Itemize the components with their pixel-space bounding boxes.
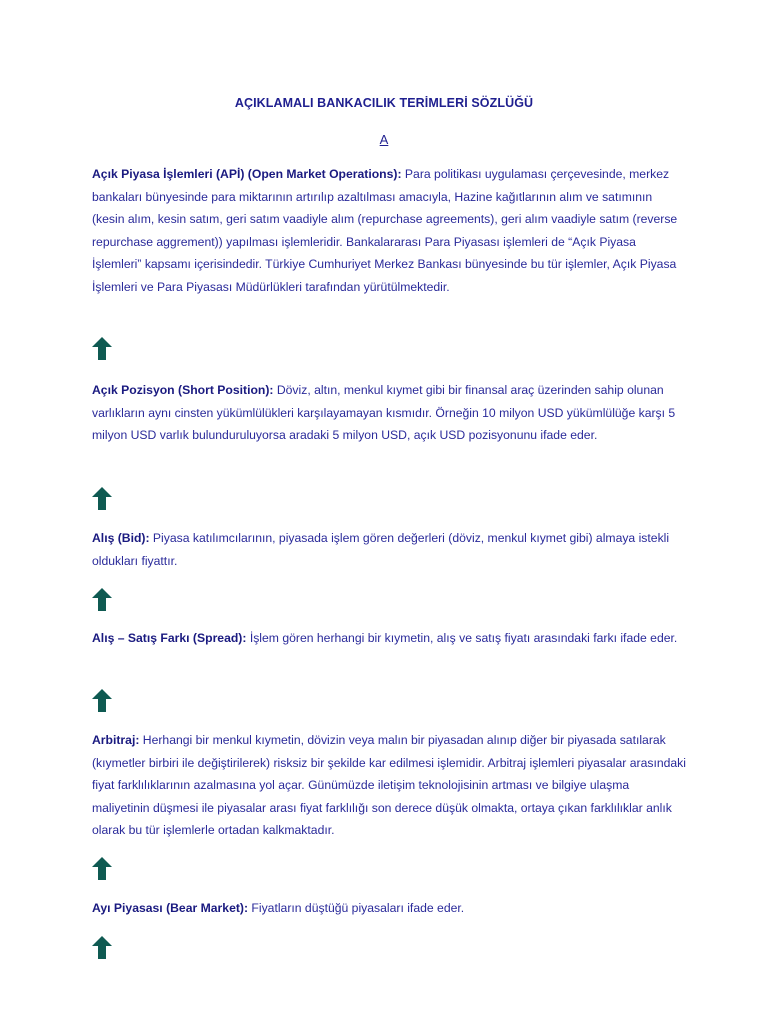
- section-letter: [0, 132, 768, 147]
- term-definition: Piyasa katılımcılarının, piyasada işlem gören değerleri (döviz, menkul kıymet gibi) almaya istekli oldukları fiyattır.: [92, 531, 670, 568]
- glossary-entry: [92, 163, 688, 298]
- back-to-top-up-arrow-icon[interactable]: [92, 588, 112, 611]
- glossary-entry: [92, 527, 688, 572]
- back-to-top-up-arrow-icon[interactable]: [92, 337, 112, 360]
- term-label: Alış – Satış Farkı (Spread):: [92, 631, 247, 645]
- term-definition: Herhangi bir menkul kıymetin, dövizin veya malın bir piyasadan alınıp diğer bir piyasada satılarak (kıymetler birbiri ile değiştirilerek) risksiz bir şekilde kar edilmesi işlemidir. Arbitraj işlemleri piyasalar arasındaki fiyat farklılıklarının azalmasına yol açar. Günümüzde iletişim teknolojisinin artması ve bilgiye ulaşma maliyetinin düşmesi ile piyasalar arası fiyat farklılığı son derece düşük olmakta, ortaya çıkan farklılıklar anlık olarak bu tür işlemlerle ortadan kalkmaktadır.: [92, 733, 686, 837]
- glossary-entry: [92, 379, 688, 447]
- term-label: Alış (Bid):: [92, 531, 150, 545]
- page-title: AÇIKLAMALI BANKACILIK TERİMLERİ SÖZLÜĞÜ: [234, 96, 534, 110]
- glossary-entry: [92, 897, 688, 920]
- term-label: Açık Piyasa İşlemleri (APİ) (Open Market Operations):: [92, 167, 402, 181]
- term-definition: İşlem gören herhangi bir kıymetin, alış ve satış fiyatı arasındaki farkı ifade eder.: [246, 631, 678, 645]
- term-label: Ayı Piyasası (Bear Market):: [92, 901, 249, 915]
- back-to-top-up-arrow-icon[interactable]: [92, 936, 112, 959]
- glossary-entry: [92, 627, 688, 650]
- term-label: Açık Pozisyon (Short Position):: [92, 383, 274, 397]
- back-to-top-up-arrow-icon[interactable]: [92, 487, 112, 510]
- back-to-top-up-arrow-icon[interactable]: [92, 689, 112, 712]
- section-letter-link[interactable]: A: [379, 132, 389, 147]
- glossary-entry: [92, 729, 688, 842]
- term-label: Arbitraj:: [92, 733, 140, 747]
- term-definition: Para politikası uygulaması çerçevesinde, merkez bankaları bünyesinde para miktarının artırılıp azaltılması amacıyla, Hazine kağıtlarının alım ve satımının (kesin alım, kesin satım, geri satım vaadiyle alım (repurchase agreements), geri alım vaadiyle satım (reverse repurchase aggrement)) yapılması işlemleridir. Bankalararası Para Piyasası işlemleri de “Açık Piyasa İşlemleri” kapsamı içerisindedir. Türkiye Cumhuriyet Merkez Bankası bünyesinde bu tür işlemler, Açık Piyasa İşlemleri ve Para Piyasası Müdürlükleri tarafından yürütülmektedir.: [92, 167, 678, 294]
- back-to-top-up-arrow-icon[interactable]: [92, 857, 112, 880]
- term-definition: Döviz, altın, menkul kıymet gibi bir finansal araç üzerinden sahip olunan varlıkların aynı cinsten yükümlülükleri karşılayamayan kısmıdır. Örneğin 10 milyon USD yükümlülüğe karşı 5 milyon USD varlık bulunduruluyorsa aradaki 5 milyon USD, açık USD pozisyonunu ifade eder.: [92, 383, 676, 442]
- term-definition: Fiyatların düştüğü piyasaları ifade eder.: [248, 901, 465, 915]
